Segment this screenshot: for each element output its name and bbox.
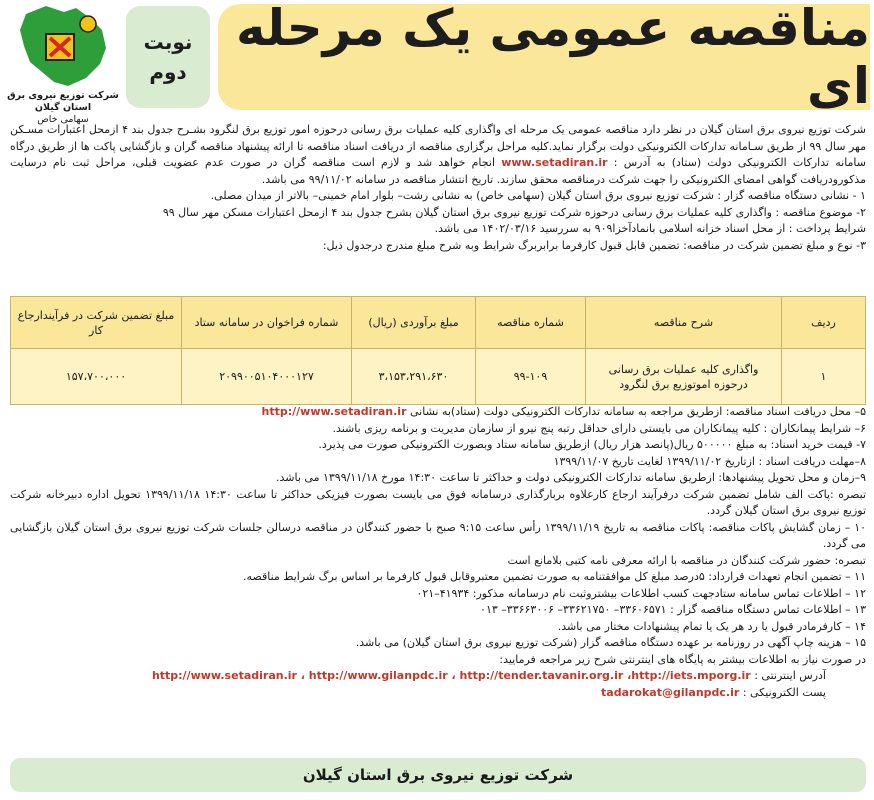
company-name-line2: استان گیلان	[34, 102, 92, 113]
item-2: ۲- موضوع مناقصه : واگذاری کلیه عملیات برق رسانی درحوزه شرکت توزیع نیروی برق استان گیلان بشرح جدول بند ۴ ازمحل اعتبارات مسکن مهر سال ۹۹	[162, 205, 866, 219]
col-call-number: شماره فراخوان در سامانه ستاد	[182, 297, 352, 349]
intro-text: شرکت توزیع نیروی برق استان گیلان در نظر دارد مناقصه عمومی یک مرحله ای واگذاری کلیه عملیات برق رسانی درحوزه امور توزیع برق لنگرود بشـرح جدول بند ۴ ازمحل اعتبارات مسـکن مهر سال ۹۹ از طریق سـامانه تدارکات الکترونیکی دولت برگزار نماید.کلیه مراحل برگزاری مناقصه از دریافت اسناد مناقصه تا ارائه پیشنهاد مناقصه گران و بازگشایی پاکت ها از طریق درگاه سامانه تدارکات الکترونیکی دولت (ستاد) به آدرس :	[10, 123, 867, 169]
item-9: ۹–زمان و محل تحویل پیشنهادها: ازطریق سامانه تدارکات الکترونیکی دولت و حداکثر تا ساعت ۱۴:۳۰ مورخ ۱۳۹۹/۱۱/۱۸ می باشد.	[276, 471, 866, 484]
page-title: مناقصه عمومی یک مرحله ای	[235, 0, 870, 115]
item-3: ۳- نوع و مبلغ تضمین شرکت در مناقصه: تضمین قابل قبول کارفرما برابربرگ شرایط وبه شرح مبلغ مندرج درجدول ذیل:	[322, 238, 866, 252]
footer-banner	[10, 758, 866, 792]
cell-guarantee-amount: ۱۵۷،۷۰۰،۰۰۰	[11, 349, 182, 405]
item-11: ۱۱ – تضمین انجام تعهدات قرارداد: ۵درصد مبلغ کل موافقتنامه به صورت تضمین معتبروقابل قبول کارفرما بر اساس برگ شرایط مناقصه.	[243, 570, 866, 583]
cell-tender-number: ۹۹-۱۰۹	[476, 349, 586, 405]
item-6: ۶– شرایط پیمانکاران : کلیه پیمانکاران می بایستی دارای حداقل رتبه پنج نیرو از سازمان مدیریت و برنامه ریزی باشند.	[332, 421, 866, 435]
email-label: پست الکترونیکی :	[742, 685, 826, 699]
col-tender-number: شماره مناقصه	[476, 297, 586, 349]
header	[0, 0, 874, 125]
iran-map-icon	[16, 2, 112, 90]
item-10: ۱۰ – زمان گشایش پاکات مناقصه: پاکات مناقصه به تاریخ ۱۳۹۹/۱۱/۱۹ رأس ساعت ۹:۱۵ صبح با حضور کنندگان در مناقصه درسالن جلسات شرکت توزیع نیروی برق استان گیلان بازگشایی می گردد.	[10, 520, 867, 550]
table-row	[11, 349, 866, 405]
turn-label: نوبت	[143, 30, 193, 54]
company-logo	[4, 2, 122, 125]
col-description: شرح مناقصه	[586, 297, 782, 349]
item-7: ۷- قیمت خرید اسناد: به مبلغ ۵۰۰۰۰۰ ریال(پانصد هزار ریال) ازطریق سامانه ستاد وبصورت الکترونیکی صورت می پذیرد.	[318, 438, 866, 451]
details-section	[10, 404, 866, 701]
cell-row-number: ۱	[782, 349, 866, 405]
email-line	[10, 685, 866, 702]
setadiran-link[interactable]: www.setadiran.ir	[501, 156, 608, 169]
col-estimated-amount: مبلغ برآوردی (ریال)	[352, 297, 476, 349]
note-2: تبصره: حضور شرکت کنندگان در مناقصه با ارائه معرفی نامه کتبی بلامانع است	[507, 553, 866, 567]
item-5-text: ۵– محل دریافت اسناد مناقصه: ازطریق مراجعه به سامانه تدارکات الکترونیکی دولت (ستاد)به نشانی	[410, 405, 866, 418]
col-guarantee-amount: مبلغ تضمین شرکت در فرآیندارجاع کار	[11, 297, 182, 349]
col-row-number: ردیف	[782, 297, 866, 349]
turn-value: دوم	[149, 60, 187, 84]
email-link[interactable]: tadarokat@gilanpdc.ir	[601, 685, 740, 699]
note-1: تبصره :پاکت الف شامل تضمین شرکت درفرآیند ارجاع کارعلاوه بربارگذاری درسامانه فوق می بایست بصورت فیزیکی حداکثر تا ساعت ۱۴:۳۰ ۱۳۹۹/۱۱/۱۸ تحویل اداره دبیرخانه شرکت توزیع نیروی برق استان گیلان گردد.	[10, 487, 867, 517]
item-14: ۱۴ – کارفرمادر قبول یا رد هر یک یا تمام پیشنهادات مختار می باشد.	[557, 619, 866, 633]
item-2-payment: شرایط پرداخت : از محل اسناد خزانه اسلامی بانمادآخزا۹۰۹ به سررسید ۱۴۰۲/۰۳/۱۶ می باشد.	[434, 222, 866, 235]
company-type: سهامی خاص	[37, 114, 89, 125]
web-addresses	[10, 668, 866, 685]
tender-table	[10, 296, 866, 405]
cell-description: واگذاری کلیه عملیات برق رسانی درحوزه اموتوزیع برق لنگرود	[586, 349, 782, 405]
turn-badge	[126, 6, 210, 108]
web-label: آدرس اینترنتی :	[754, 669, 826, 682]
title-banner	[218, 0, 870, 115]
company-name-line1: شرکت توزیع نیروی برق	[7, 90, 119, 101]
more-info: در صورت نیاز به اطلاعات بیشتر به پایگاه های اینترنتی شرح زیر مراجعه فرمایید:	[499, 652, 866, 666]
documents-link[interactable]: http://www.setadiran.ir	[261, 405, 407, 418]
item-1: ۱ - نشانی دستگاه مناقصه گزار : شرکت توزیع نیروی برق استان گیلان (سهامی خاص) به نشانی رشت– بلوار امام خمینی– بالاتر از میدان مصلی.	[210, 189, 866, 202]
cell-call-number: ۲۰۹۹۰۰۵۱۰۴۰۰۰۱۲۷	[182, 349, 352, 405]
item-13: ۱۳ – اطلاعات تماس دستگاه مناقصه گزار : ۳۳۶۰۶۵۷۱– ۳۳۶۲۱۷۵۰– ۳۳۶۶۳۰۰۶– ۰۱۳	[480, 603, 866, 616]
footer-text: شرکت توزیع نیروی برق استان گیلان	[302, 766, 574, 784]
cell-estimated-amount: ۳،۱۵۳،۲۹۱،۶۳۰	[352, 349, 476, 405]
web-links[interactable]: http://www.setadiran.ir ، http://www.gilanpdc.ir ، http://tender.tavanir.org.ir ،http://iets.mporg.ir	[151, 669, 751, 682]
item-12: ۱۲ – اطلاعات تماس سامانه ستادجهت کسب اطلاعات بیشتروثبت نام درسامانه مذکور: ۴۱۹۳۴–۰۲۱	[416, 586, 866, 600]
item-15: ۱۵ – هزینه چاپ آگهی در روزنامه بر عهده دستگاه مناقصه گزار (شرکت توزیع نیروی برق استان گیلان) می باشد.	[355, 636, 866, 649]
item-5	[10, 404, 866, 421]
company-name	[4, 90, 122, 126]
intro-paragraph	[10, 122, 866, 188]
item-8: ۸–مهلت دریافت اسناد : ازتاریخ ۱۳۹۹/۱۱/۰۲ لغایت تاریخ ۱۳۹۹/۱۱/۰۷	[553, 454, 866, 468]
intro-tail: انجام خواهد شد و لازم است مناقصه گران در صورت عدم عضویت قبلی، مراحل ثبت نام درسایت مذکورودریافت گواهی امضای الکترونیکی را جهت شرکت درمناقصه محقق سازند. تاریخ انتشار مناقصه در سامانه ۹۹/۱۱/۰۲ می باشد.	[10, 156, 866, 186]
table-header-row	[11, 297, 866, 349]
intro-section	[10, 122, 866, 254]
